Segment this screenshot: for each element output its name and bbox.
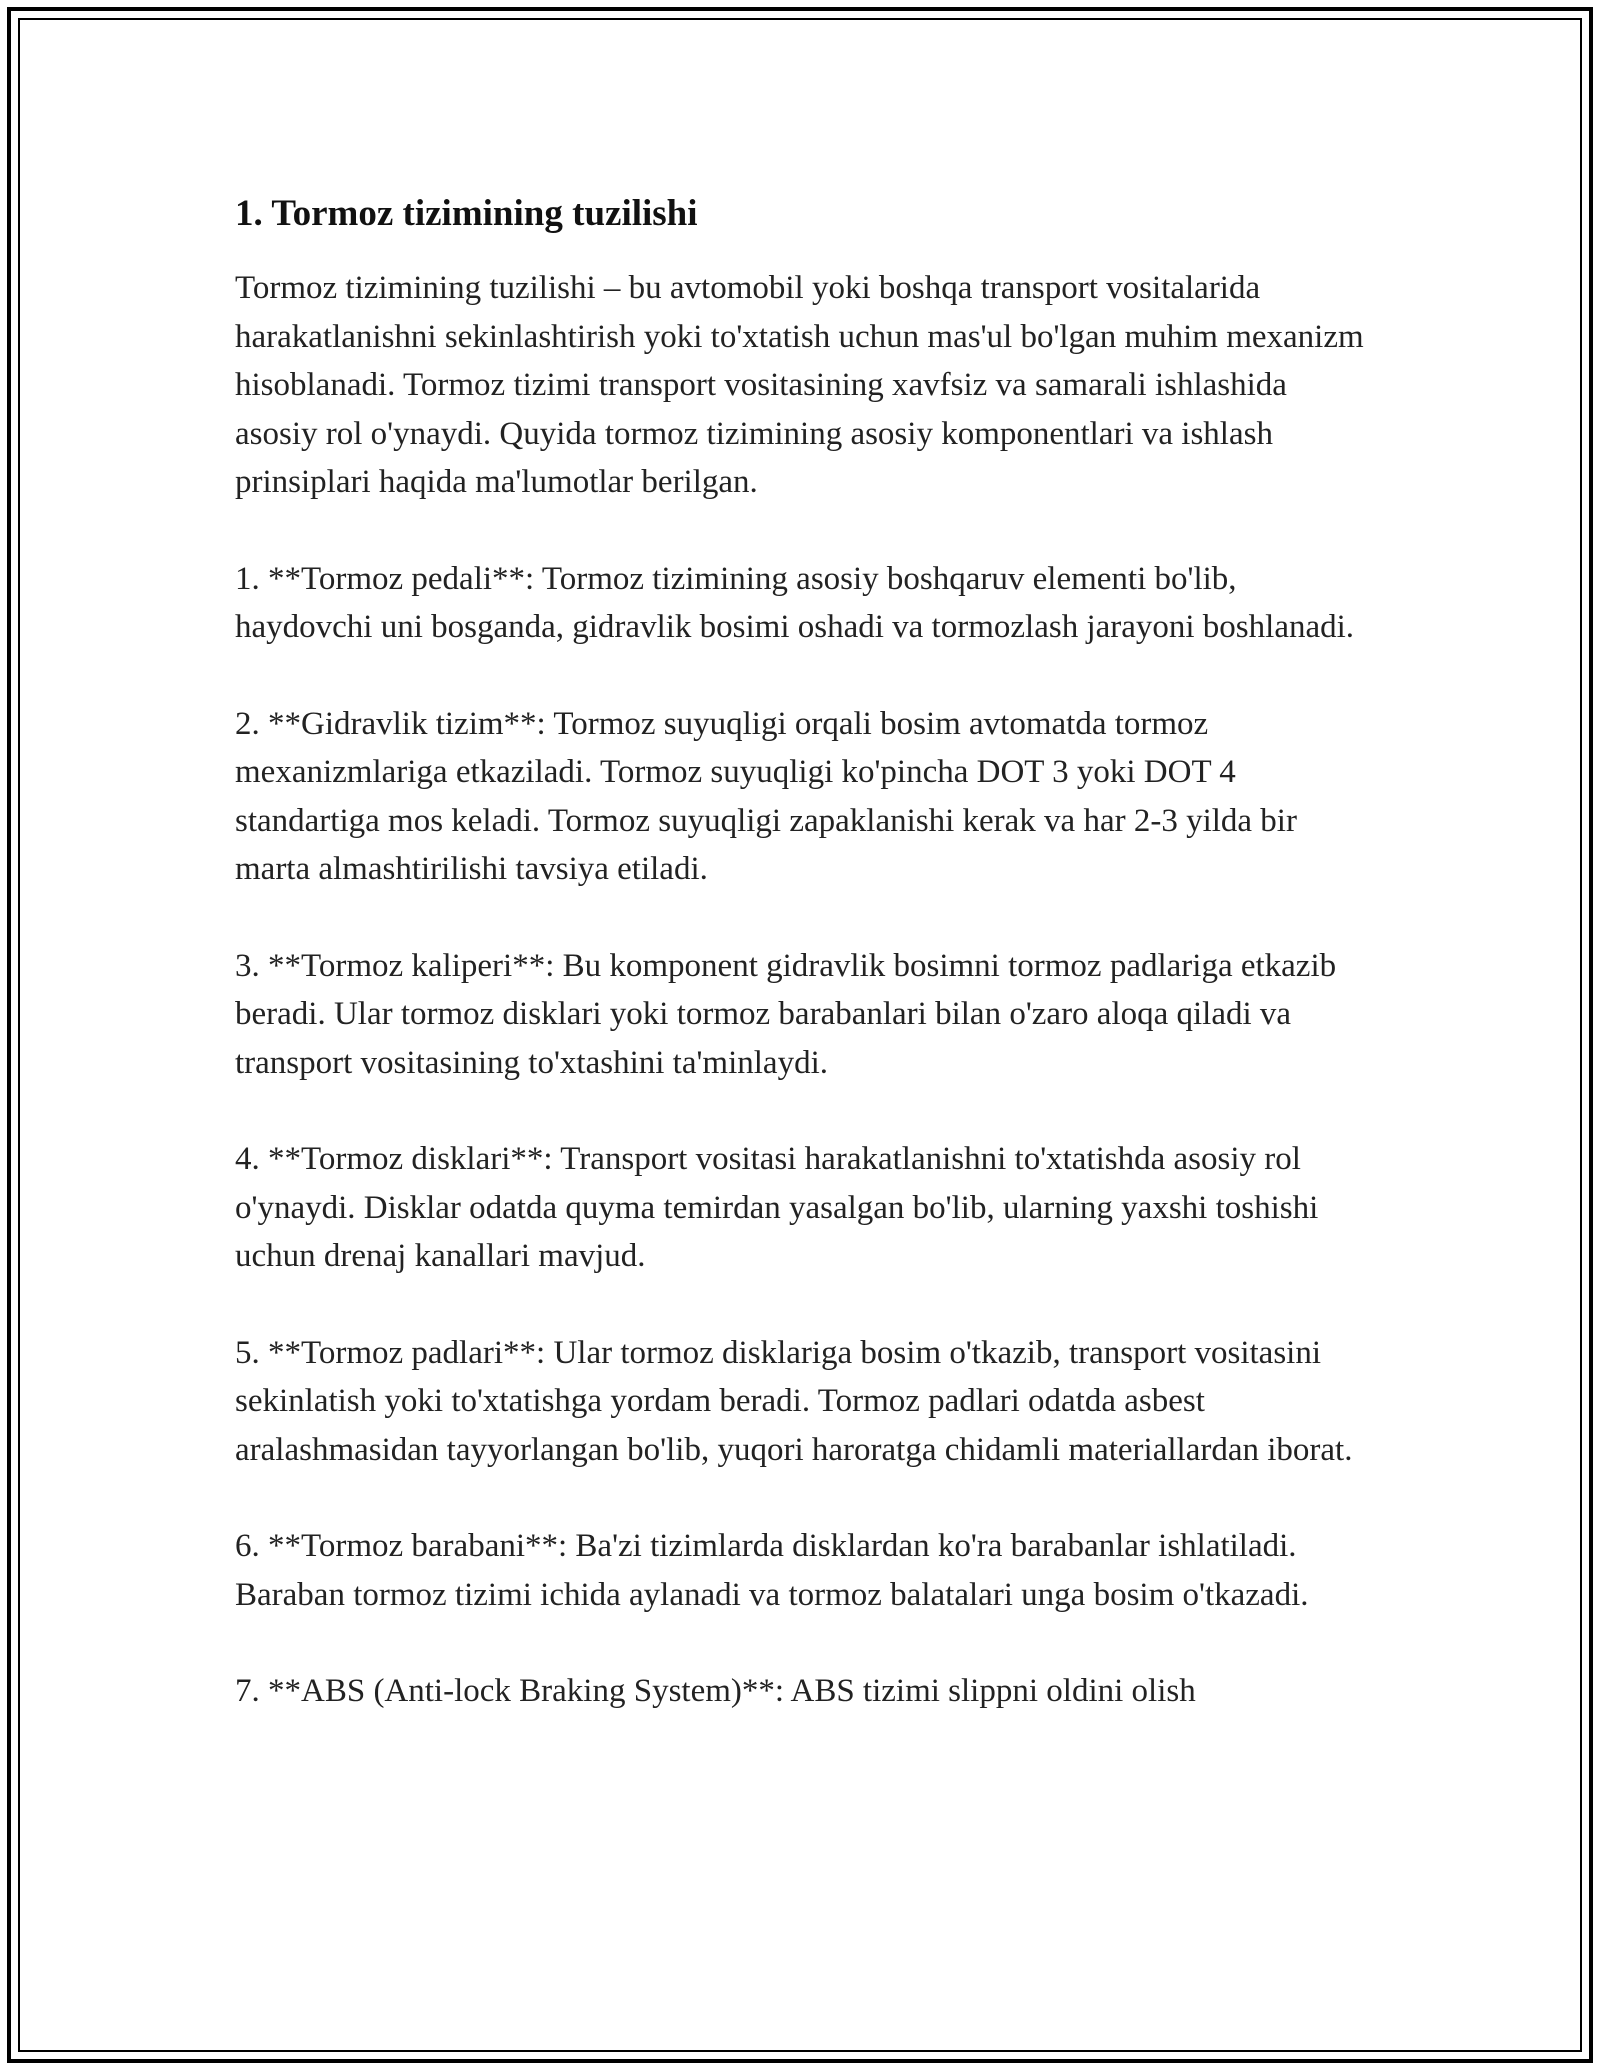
paragraph-item-5: 5. **Tormoz padlari**: Ular tormoz disklariga bosim o'tkazib, transport vositasini sekinlatish yoki to'xtatishga yordam beradi. Tormoz padlari odatda asbest aralashmasidan tayyorlangan bo'lib, yuqori haroratga chidamli materiallardan iborat. <box>235 1334 1353 1468</box>
paragraph-intro: Tormoz tizimining tuzilishi – bu avtomobil yoki boshqa transport vositalarida harakatlanishni sekinlashtirish yoki to'xtatish uchun mas'ul bo'lgan muhim mexanizm hisoblanadi. Tormoz tizimi transport vositasining xavfsiz va samarali ishlashida asosiy rol o'ynaydi. Quyida tormoz tizimining asosiy komponentlari va ishlash prinsiplari haqida ma'lumotlar berilgan. <box>235 270 1364 500</box>
paragraph-item-1: 1. **Tormoz pedali**: Tormoz tizimining asosiy boshqaruv elementi bo'lib, haydovchi uni bosganda, gidravlik bosimi oshadi va tormozlash jarayoni boshlanadi. <box>235 560 1355 645</box>
paragraph-item-3: 3. **Tormoz kaliperi**: Bu komponent gidravlik bosimni tormoz padlariga etkazib beradi. Ular tormoz disklari yoki tormoz barabanlari bilan o'zaro aloqa qiladi va transport vositasining to'xtashini ta'minlaydi. <box>235 947 1337 1081</box>
paragraph-item-7: 7. **ABS (Anti-lock Braking System)**: ABS tizimi slippni oldini olish <box>235 1673 1196 1709</box>
document-title: 1. Tormoz tizimining tuzilishi <box>235 193 698 234</box>
paragraph-item-6: 6. **Tormoz barabani**: Ba'zi tizimlarda disklardan ko'ra barabanlar ishlatiladi. Baraban tormoz tizimi ichida aylanadi va tormoz balatalari unga bosim o'tkazadi. <box>235 1528 1309 1613</box>
paragraph-item-2: 2. **Gidravlik tizim**: Tormoz suyuqligi orqali bosim avtomatda tormoz mexanizmlariga etkaziladi. Tormoz suyuqligi ko'pincha DOT 3 yoki DOT 4 standartiga mos keladi. Tormoz suyuqligi zapaklanishi kerak va har 2-3 yilda bir marta almashtirilishi tavsiya etiladi. <box>235 705 1297 887</box>
paragraph-item-4: 4. **Tormoz disklari**: Transport vositasi harakatlanishni to'xtatishda asosiy rol o'ynaydi. Disklar odatda quyma temirdan yasalgan bo'lib, ularning yaxshi toshishi uchun drenaj kanallari mavjud. <box>235 1141 1319 1274</box>
document-body <box>235 186 1375 1764</box>
